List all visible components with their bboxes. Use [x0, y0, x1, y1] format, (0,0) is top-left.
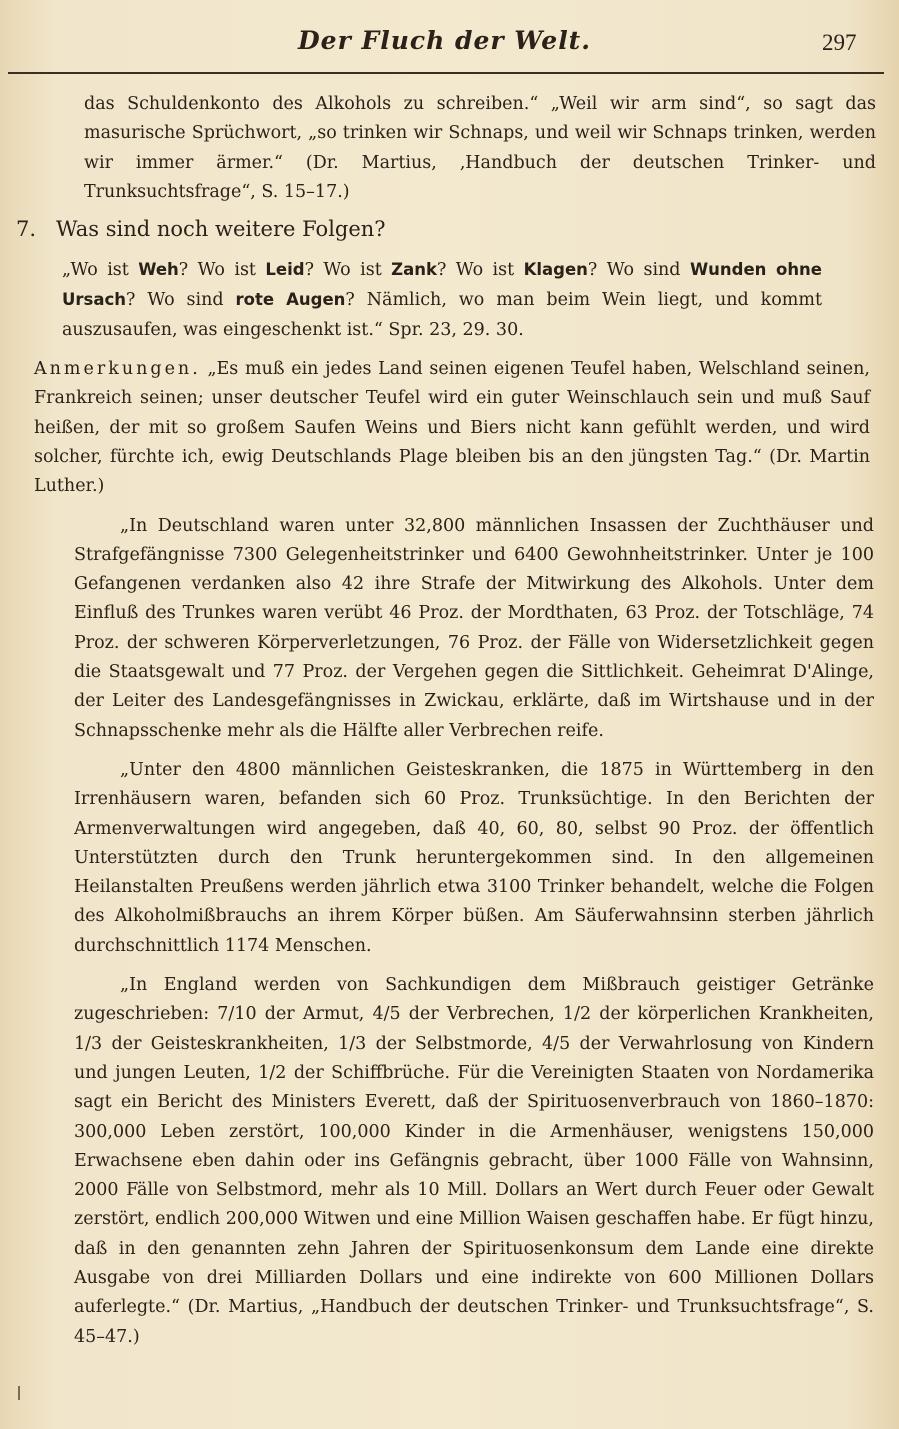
quote-segment: ? Wo ist [178, 260, 266, 281]
paragraph-germany-prisons: „In Deutschland waren unter 32,800 männlichen Insassen der Zuchthäuser und Strafgefängnisse 7300 Gelegenheitstrinker und 6400 Gewohnheitstrinker. Unter je 100 Gefangenen verdanken also 42 ihre Strafe der Mitwirkung des Alkohols. Unter dem Einfluß des Trunkes waren verübt 46 Proz. der Mordthaten, 63 Proz. der Totschläge, 74 Proz. der schweren Körperverletzungen, 76 Proz. der Fälle von Widersetzlichkeit gegen die Staatsgewalt und 77 Proz. der Vergehen gegen die Sittlichkeit. Geheimrat D'Alinge, der Leiter des Landesgefängnisses in Zwickau, erklärte, daß im Wirtshause und in der Schnapsschenke mehr als die Hälfte aller Verbrechen reife. [74, 515, 874, 741]
bible-quote [62, 255, 822, 345]
page-number: 297 [822, 30, 857, 55]
quote-keyword-leid: Leid [265, 260, 305, 280]
notes-text: „Es muß ein jedes Land seinen eigenen Teufel haben, Welschland seinen, Frankreich seinen; unser deutscher Teufel wird ein guter Weinschlauch sein und muß Sauf heißen, der mit so großem Saufen Weins und Biers nicht kann gefühlt werden, und wird solcher, fürchte ich, ewig Deutschlands Plage bleiben bis an den jüngsten Tag.“ (Dr. Martin Luther.) [34, 359, 870, 497]
notes-label: Anmerkungen. [34, 359, 201, 380]
quote-segment: ? Nämlich, wo man beim Wein liegt, und kommt auszusaufen, was eingeschenkt ist.“ Spr. 23, 29. 30. [62, 290, 822, 340]
continuation-paragraph: das Schuldenkonto des Alkohols zu schreiben.“ „Weil wir arm sind“, so sagt das masurische Sprüchwort, „so trinken wir Schnaps, und weil wir Schnaps trinken, werden wir immer ärmer.“ (Dr. Martius, ‚Handbuch der deutschen Trinker- und Trunksuchtsfrage“, S. 15–17.) [84, 94, 876, 202]
notes-paragraph [34, 355, 870, 501]
margin-mark [18, 1386, 20, 1400]
quote-segment: ? Wo ist [436, 260, 524, 281]
quote-keyword-klagen: Klagen [523, 260, 588, 280]
question-number: 7. [16, 217, 37, 242]
question-text: Was sind noch weitere Folgen? [56, 217, 386, 242]
quote-keyword-zank: Zank [391, 260, 437, 280]
quote-segment: ? Wo sind [126, 290, 236, 311]
header-rule [8, 72, 884, 74]
running-title: Der Fluch der Welt. [298, 26, 591, 55]
quote-segment: ? Wo ist [304, 260, 392, 281]
page-header [0, 20, 899, 70]
paragraph-wuerttemberg: „Unter den 4800 männlichen Geisteskranken, die 1875 in Württemberg in den Irrenhäusern waren, befanden sich 60 Proz. Trunksüchtige. In den Berichten der Armenverwaltungen wird angegeben, daß 40, 60, 80, selbst 90 Proz. der öffentlich Unterstützten durch den Trunk heruntergekommen sind. In den allgemeinen Heilanstalten Preußens werden jährlich etwa 3100 Trinker behandelt, welche die Folgen des Alkoholmißbrauchs an ihrem Körper büßen. Am Säuferwahnsinn sterben jährlich durchschnittlich 1174 Menschen. [74, 759, 874, 956]
quote-segment: ? Wo sind [587, 260, 690, 281]
body-text [16, 90, 876, 1362]
quote-segment: „Wo ist [62, 260, 139, 281]
quote-keyword-wunden: Wunden ohne Ursach [62, 260, 822, 310]
paragraph-england-america: „In England werden von Sachkundigen dem Mißbrauch geistiger Getränke zugeschrieben: 7/10 der Armut, 4/5 der Verbrechen, 1/2 der körperlichen Krankheiten, 1/3 der Geisteskrankheiten, 1/3 der Selbstmorde, 4/5 der Verwahrlosung von Kindern und jungen Leuten, 1/2 der Schiffbrüche. Für die Vereinigten Staaten von Nordamerika sagt ein Bericht des Ministers Everett, daß der Spirituosenverbrauch von 1860–1870: 300,000 Leben zerstört, 100,000 Kinder in die Armenhäuser, wenigstens 150,000 Erwachsene eben dahin oder ins Gefängnis gebracht, über 1000 Fälle von Wahnsinn, 2000 Fälle von Selbstmord, mehr als 10 Mill. Dollars an Wert durch Feuer oder Gewalt zerstört, endlich 200,000 Witwen und eine Million Waisen geschaffen habe. Er fügt hinzu, daß in den genannten zehn Jahren der Spirituosenkonsum dem Lande eine direkte Ausgabe von drei Milliarden Dollars und eine indirekte von 600 Millionen Dollars auferlegte.“ (Dr. Martius, „Handbuch der deutschen Trinker- und Trunksuchtsfrage“, S. 45–47.) [74, 975, 874, 1347]
quote-keyword-augen: rote Augen [235, 290, 346, 310]
question-heading [16, 213, 876, 245]
quote-keyword-weh: Weh [138, 260, 179, 280]
